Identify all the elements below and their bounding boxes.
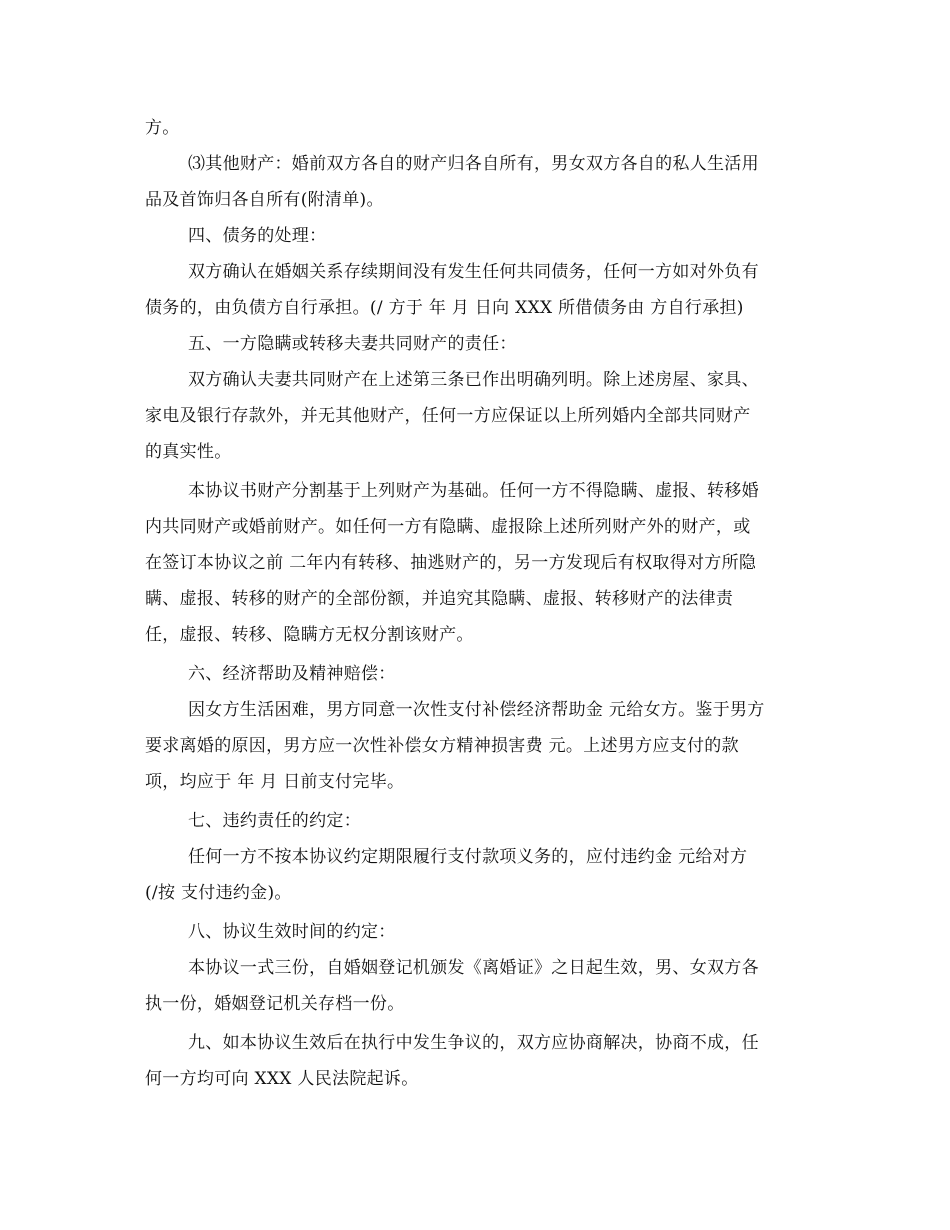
section-heading-breach: 七、违约责任的约定： [188,811,361,831]
text-line: (/按 支付违约金)。 [145,883,292,903]
section-heading-effective-date: 八、协议生效时间的约定： [188,922,396,942]
text-line: 在签订本协议之前 二年内有转移、抽逃财产的，另一方发现后有权取得对方所隐 [145,553,757,573]
text-line: 要求离婚的原因，男方应一次性补偿女方精神损害费 元。上述男方应支付的款 [145,736,739,756]
paragraph-line: ⑶其他财产：婚前双方各自的财产归各自所有，男女双方各自的私人生活用 [188,154,759,174]
paragraph-line: 因女方生活困难，男方同意一次性支付补偿经济帮助金 元给女方。鉴于男方 [188,700,765,720]
text-line: 执一份，婚姻登记机关存档一份。 [145,994,405,1014]
paragraph-line: 本协议书财产分割基于上列财产为基础。任何一方不得隐瞒、虚报、转移婚 [188,481,759,501]
text-line: 内共同财产或婚前财产。如任何一方有隐瞒、虚报除上述所列财产外的财产，或 [145,517,751,537]
section-heading-compensation: 六、经济帮助及精神赔偿： [188,664,396,684]
text-line: 何一方均可向 XXX 人民法院起诉。 [145,1069,419,1089]
text-line: 项，均应于 年 月 日前支付完毕。 [145,772,405,792]
section-heading-concealment: 五、一方隐瞒或转移夫妻共同财产的责任： [188,334,517,354]
text-line: 债务的，由负债方自行承担。(/ 方于 年 月 日向 XXX 所借债务由 方自行承担) [145,298,744,318]
section-heading-debt: 四、债务的处理： [188,226,327,246]
text-line: 方。 [145,118,180,138]
text-line: 家电及银行存款外，并无其他财产，任何一方应保证以上所列婚内全部共同财产 [145,406,751,426]
section-heading-dispute: 九、如本协议生效后在执行中发生争议的，双方应协商解决，协商不成，任 [188,1033,759,1053]
paragraph-line: 任何一方不按本协议约定期限履行支付款项义务的，应付违约金 元给对方 [188,847,748,867]
paragraph-line: 双方确认在婚姻关系存续期间没有发生任何共同债务，任何一方如对外负有 [188,262,759,282]
text-line: 任，虚报、转移、隐瞒方无权分割该财产。 [145,625,474,645]
document-body [145,110,805,1097]
text-line: 品及首饰归各自所有(附清单)。 [145,190,384,210]
paragraph-line: 双方确认夫妻共同财产在上述第三条已作出明确列明。除上述房屋、家具、 [188,370,759,390]
text-line: 的真实性。 [145,442,232,462]
paragraph-line: 本协议一式三份，自婚姻登记机颁发《离婚证》之日起生效，男、女双方各 [188,958,759,978]
text-line: 瞒、虚报、转移的财产的全部份额，并追究其隐瞒、虚报、转移财产的法律责 [145,589,734,609]
